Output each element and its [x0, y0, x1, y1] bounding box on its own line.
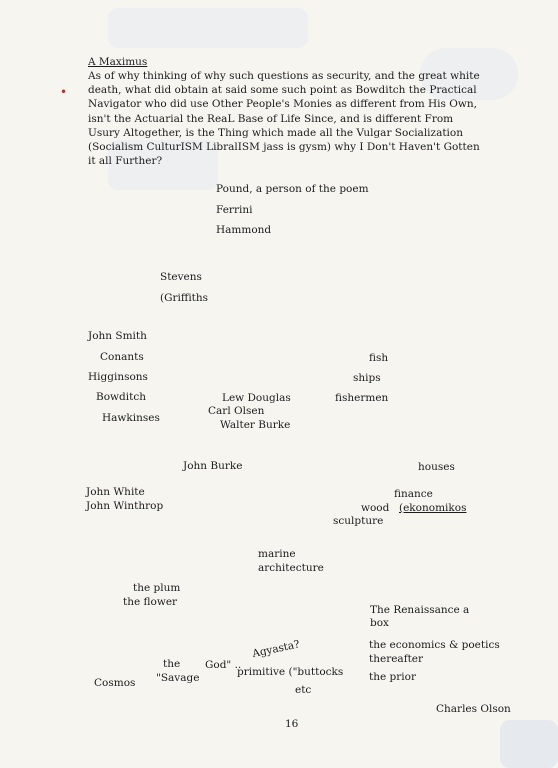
word-stevens: Stevens	[160, 271, 202, 283]
page-number: 16	[285, 718, 299, 730]
word-the-prior: the prior	[369, 671, 416, 683]
word-etc: etc	[295, 684, 312, 696]
paragraph-line: isn't the Actuarial the ReaL Base of Life Since, and is different From	[88, 112, 454, 125]
word-agyasta: Agyasta?	[251, 638, 301, 661]
word-savage: "Savage	[156, 672, 200, 684]
word-architecture: architecture	[258, 562, 324, 574]
word-carl-olsen: Carl Olsen	[208, 405, 265, 417]
paragraph-line: death, what did obtain at said some such point as Bowditch the Practical	[88, 84, 477, 97]
word-renaissance: The Renaissance a	[370, 604, 470, 616]
word-griffiths: (Griffiths	[160, 292, 209, 304]
word-finance: finance	[394, 488, 433, 500]
word-john-winthrop: John Winthrop	[86, 500, 164, 512]
ink-speck: •	[60, 85, 68, 99]
poem-heading: A Maximus	[88, 56, 148, 68]
word-lew-douglas: Lew Douglas	[222, 392, 291, 404]
word-the: the	[163, 658, 181, 670]
word-john-burke: John Burke	[183, 460, 243, 472]
word-john-white: John White	[86, 486, 145, 498]
paragraph-line: As of why thinking of why such questions as security, and the great white	[88, 70, 480, 82]
word-thereafter: thereafter	[369, 653, 424, 665]
author-signature: Charles Olson	[436, 703, 511, 715]
word-fish: fish	[369, 352, 389, 364]
word-god: God" ..	[205, 659, 242, 671]
word-economics-poetics: the economics & poetics	[369, 639, 500, 651]
word-primitive: primitive ("buttocks	[237, 666, 344, 678]
show-through-mark	[108, 8, 308, 48]
paragraph-line: (Socialism CulturISM LibralISM jass is gysm) why I Don't Haven't Gotten	[88, 141, 480, 154]
word-marine: marine	[258, 548, 296, 560]
word-hammond: Hammond	[216, 224, 272, 236]
word-hawkinses: Hawkinses	[102, 412, 160, 424]
word-the-flower: the flower	[123, 596, 178, 608]
word-conants: Conants	[100, 351, 144, 363]
word-the-plum: the plum	[133, 582, 181, 594]
word-ferrini: Ferrini	[216, 204, 253, 216]
word-ships: ships	[353, 372, 381, 384]
word-sculpture: sculpture	[333, 515, 384, 527]
word-cosmos: Cosmos	[94, 677, 136, 689]
word-fishermen: fishermen	[335, 392, 389, 404]
word-box: box	[370, 617, 389, 629]
word-walter-burke: Walter Burke	[220, 419, 291, 431]
word-john-smith: John Smith	[88, 330, 147, 342]
word-houses: houses	[418, 461, 455, 473]
word-ekonomikos: (ekonomikos	[399, 502, 467, 514]
paragraph-line: Navigator who did use Other People's Monies as different from His Own,	[88, 98, 477, 111]
word-higginsons: Higginsons	[88, 371, 148, 383]
word-wood: wood	[361, 502, 390, 514]
word-pound: Pound, a person of the poem	[216, 183, 369, 195]
paragraph-line: it all Further?	[88, 155, 163, 168]
show-through-mark	[500, 720, 558, 768]
paragraph-line: Usury Altogether, is the Thing which made all the Vulgar Socialization	[88, 126, 463, 139]
opening-paragraph	[88, 69, 488, 168]
word-bowditch: Bowditch	[96, 391, 146, 403]
